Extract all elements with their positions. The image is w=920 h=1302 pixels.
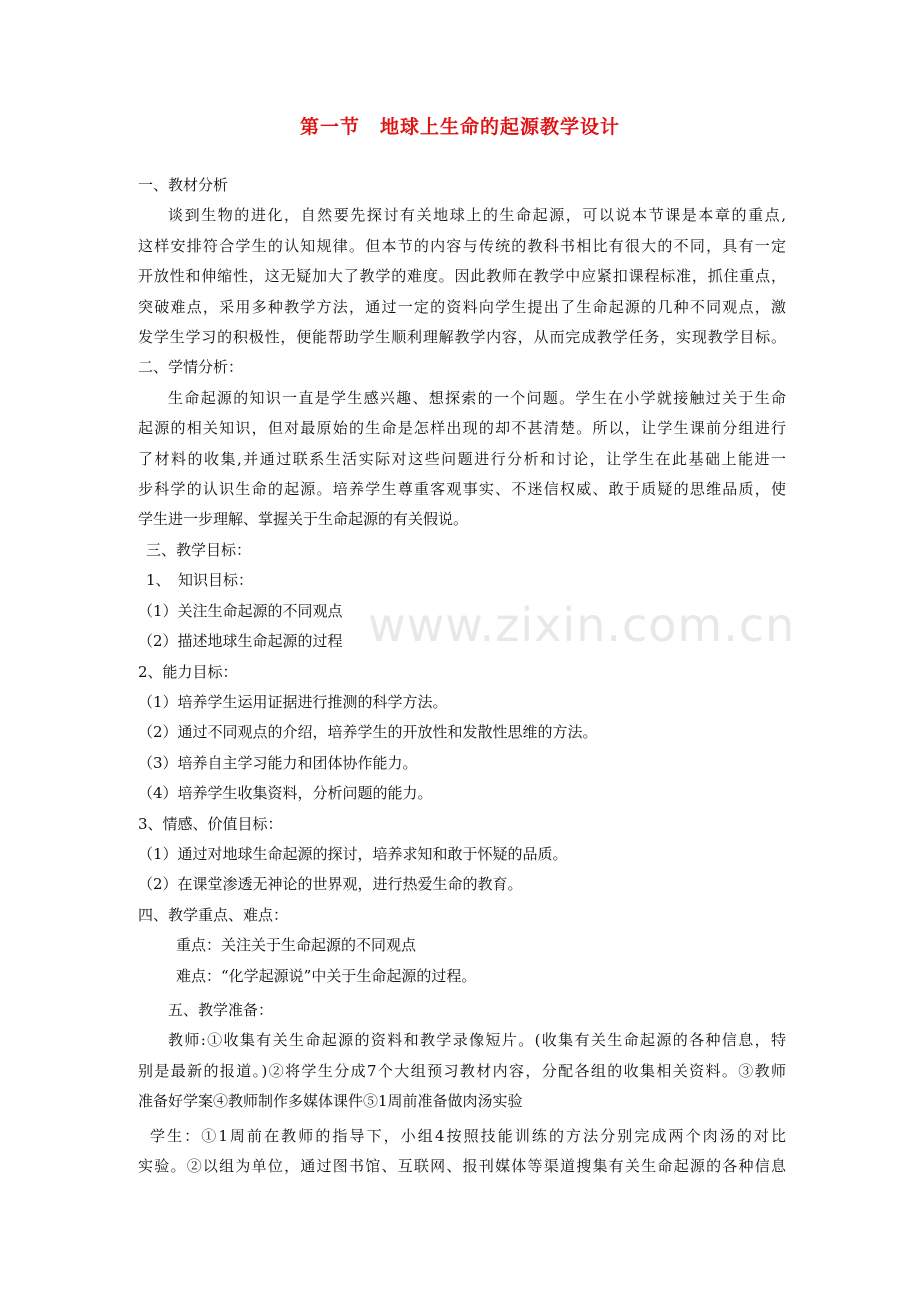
- section-heading: 五、教学准备：: [168, 1000, 274, 1019]
- list-item: （3）培养自主学习能力和团体协作能力。: [138, 753, 418, 772]
- paragraph-line: 开放性和伸缩性，这无疑加大了教学的难度。因此教师在教学中应紧扣课程标准，抓住重点，: [138, 267, 786, 286]
- paragraph-line: 教师:①收集有关生命起源的资料和教学录像短片。(收集有关生命起源的各种信息，特: [168, 1031, 786, 1050]
- paragraph-line: 步科学的认识生命的起源。培养学生尊重客观事实、不迷信权威、敢于质疑的思维品质，使: [138, 480, 786, 499]
- key-point: 重点：关注关于生命起源的不同观点: [176, 936, 417, 955]
- subsection-heading: 1、 知识目标：: [146, 571, 254, 590]
- watermark: www.zixin.com.cn: [368, 598, 796, 652]
- paragraph-line: 别是最新的报道。)②将学生分成7个大组预习教材内容，分配各组的收集相关资料。③教师: [138, 1061, 786, 1080]
- section-heading: 二、学情分析：: [138, 358, 244, 377]
- section-heading: 三、教学目标：: [146, 540, 252, 559]
- paragraph-line: 学生：①1周前在教师的指导下，小组4按照技能训练的方法分别完成两个肉汤的对比: [150, 1126, 786, 1145]
- list-item: （4）培养学生收集资料，分析问题的能力。: [138, 784, 433, 803]
- paragraph-line: 谈到生物的进化，自然要先探讨有关地球上的生命起源，可以说本节课是本章的重点,: [168, 206, 786, 225]
- paragraph-line: 突破难点，采用多种教学方法，通过一定的资料向学生提出了生命起源的几种不同观点，激: [138, 297, 786, 316]
- section-heading: 四、教学重点、难点：: [138, 905, 289, 924]
- list-item: （1）通过对地球生命起源的探讨，培养求知和敢于怀疑的品质。: [138, 844, 568, 863]
- paragraph-line: 生命起源的知识一直是学生感兴趣、想探索的一个问题。学生在小学就接触过关于生命: [168, 388, 786, 407]
- subsection-heading: 3、情感、价值目标：: [138, 814, 283, 833]
- difficult-point: 难点：“化学起源说”中关于生命起源的过程。: [176, 966, 477, 985]
- paragraph-line: 起源的相关知识，但对最原始的生命是怎样出现的却不甚清楚。所以，让学生课前分组进行: [138, 419, 786, 438]
- paragraph-line: 这样安排符合学生的认知规律。但本节的内容与传统的教科书相比有很大的不同，具有一定: [138, 236, 786, 255]
- list-item: （2）通过不同观点的介绍，培养学生的开放性和发散性思维的方法。: [138, 723, 598, 742]
- paragraph-line: 学生进一步理解、掌握关于生命起源的有关假说。: [138, 510, 469, 529]
- list-item: （2）描述地球生命起源的过程: [138, 632, 343, 651]
- document-body: [138, 170, 786, 1181]
- paragraph-line: 准备好学案④教师制作多媒体课件⑤1周前准备做肉汤实验: [138, 1092, 523, 1111]
- section-heading: 一、教材分析: [138, 176, 229, 194]
- list-item: （1）关注生命起源的不同观点: [138, 601, 343, 620]
- paragraph-line: 实验。②以组为单位，通过图书馆、互联网、报刊媒体等渠道搜集有关生命起源的各种信息: [138, 1157, 786, 1175]
- paragraph-line: 了材料的收集,并通过联系生活实际对这些问题进行分析和讨论，让学生在此基础上能进一: [138, 449, 786, 468]
- paragraph-line: 发学生学习的积极性，便能帮助学生顺利理解教学内容，从而完成教学任务，实现教学目标。: [138, 328, 786, 347]
- list-item: （2）在课堂渗透无神论的世界观，进行热爱生命的教育。: [138, 875, 523, 894]
- list-item: （1）培养学生运用证据进行推测的科学方法。: [138, 692, 448, 711]
- subsection-heading: 2、能力目标：: [138, 662, 238, 681]
- document-title: 第一节 地球上生命的起源教学设计: [299, 116, 620, 138]
